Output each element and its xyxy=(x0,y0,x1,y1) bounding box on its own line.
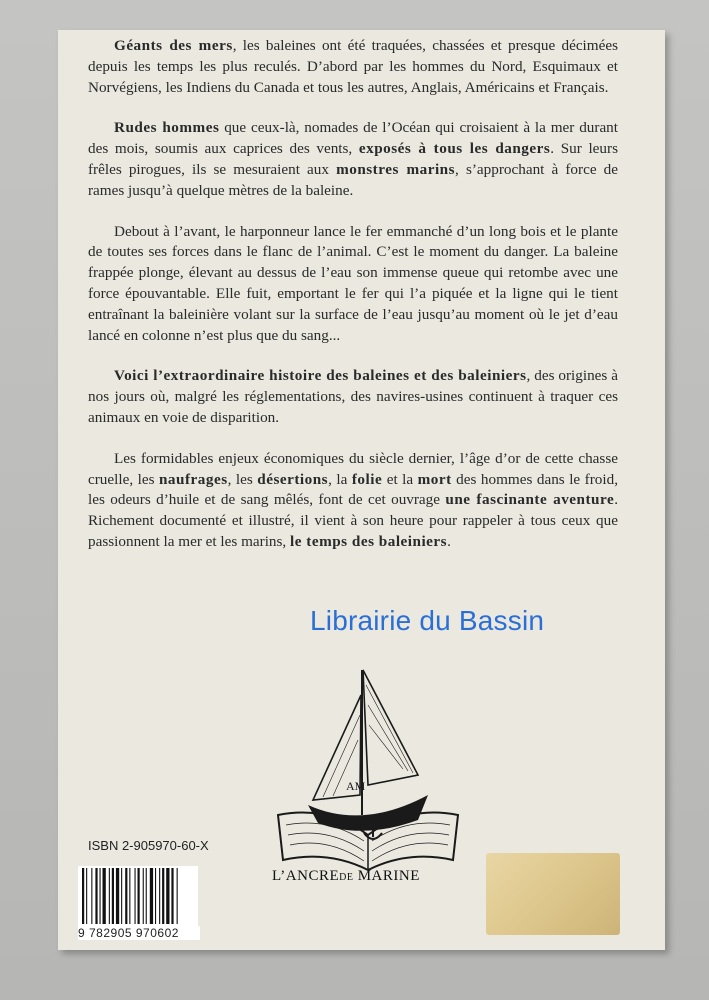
text-run: , les xyxy=(227,470,258,488)
price-sticker-residue xyxy=(486,853,620,935)
text-run: . Richement documenté et illustré, il vient à son heure pour rappeler à tous ceux que passionnent la mer et les marins, xyxy=(88,491,619,550)
text-run: Debout à l’avant, le harponneur lance le fer emmanché d’un long bois et le plante de toutes ses forces dans le flanc de l’animal. C’est le moment du danger. La baleine frappée plonge, élevant au dessus de l’eau son immense queue qui retombe avec une force épouvantable. Elle fuit, emportant le fer qui l’a piquée et la ligne qui le tient entraînant la baleinière volant sur la surface de l’eau jusqu’au moment où le jet d’eau lancé en colonne n’est plus que du sang... xyxy=(88,222,618,344)
text-run: , s’approchant à force de rames jusqu’à quelque mètres de la baleine. xyxy=(88,160,619,199)
bold-phrase: mort xyxy=(417,470,452,488)
isbn-number: ISBN 2-905970-60-X xyxy=(88,838,209,853)
bold-phrase: Rudes hommes xyxy=(114,119,220,137)
bold-phrase: folie xyxy=(351,470,383,488)
text-run: , les baleines ont été traquées, chassées et presque décimées depuis les temps les plus reculés. D’abord par les hommes du Nord, Esquimaux et Norvégiens, les Indiens du Canada et tous les autres, Anglais, Américains et Français. xyxy=(88,37,618,96)
paragraph-4 xyxy=(88,366,618,428)
text-run: . Sur leurs frêles pirogues, ils se mesuraient aux xyxy=(88,140,618,178)
text-run: Les formidables enjeux économiques du siècle dernier, l’âge d’or de cette chasse cruelle, les xyxy=(88,449,618,488)
publisher-logo-text xyxy=(272,868,472,885)
paragraph-2 xyxy=(88,118,618,201)
text-run: et la xyxy=(382,470,418,488)
text-run: , la xyxy=(328,470,352,488)
text-run: , des origines à nos jours où, malgré les réglementations, des navires-usines continuent à traquer ces animaux en voie de disparition. xyxy=(88,367,618,426)
ship-logo-icon xyxy=(268,665,468,895)
paragraph-1 xyxy=(88,36,618,98)
svg-text:AM: AM xyxy=(346,779,366,793)
bold-phrase: naufrages xyxy=(158,470,228,488)
blurb-text xyxy=(88,36,618,573)
publisher-name-small: DE xyxy=(339,872,354,883)
bold-phrase: le temps des baleiniers xyxy=(290,532,448,550)
bold-phrase: Voici l’extraordinaire histoire des baleines et des baleiniers xyxy=(114,367,527,385)
barcode-digits: 9 782905 970602 xyxy=(78,926,200,940)
bold-phrase: monstres marins xyxy=(336,160,456,178)
paragraph-3 xyxy=(88,222,618,347)
text-run: que ceux-là, nomades de l’Océan qui croisaient à la mer durant des mois, soumis aux caprices des vents, xyxy=(88,119,618,158)
publisher-name-1: L’ANCRE xyxy=(272,868,340,884)
bookseller-watermark: Librairie du Bassin xyxy=(310,605,545,636)
bold-phrase: une fascinante aventure xyxy=(445,491,615,509)
text-run: des hommes dans le froid, les odeurs d’huile et de sang mêlés, font de cet ouvrage xyxy=(88,470,618,509)
bold-phrase: désertions xyxy=(257,470,329,488)
paragraph-5 xyxy=(88,449,618,553)
text-run: . xyxy=(447,532,451,550)
publisher-name-2: MARINE xyxy=(353,868,420,884)
bold-phrase: exposés à tous les dangers xyxy=(358,140,551,158)
bold-phrase: Géants des mers xyxy=(114,37,233,54)
